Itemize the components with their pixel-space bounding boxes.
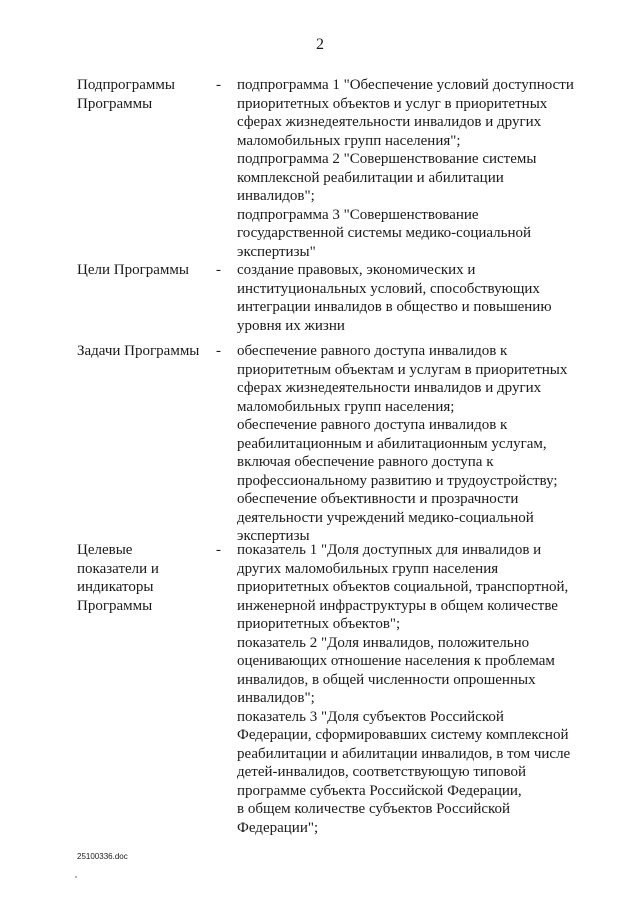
content-line: создание правовых, экономических и [237, 262, 476, 278]
section-content [237, 342, 577, 546]
content-line: приоритетных объектов и услуг в приоритетных [237, 95, 548, 112]
content-line: государственной системы медико-социальной [237, 225, 532, 241]
section-dash: - [216, 262, 221, 278]
content-line: инвалидов"; [237, 690, 315, 706]
label-line: Цели Программы [77, 262, 189, 278]
section-label [77, 541, 212, 615]
content-line: подпрограмма 2 "Совершенствование системы [237, 151, 537, 167]
content-line: институциональных условий, способствующих [237, 280, 540, 297]
content-line: подпрограмма 3 "Совершенствование [237, 206, 479, 223]
label-line: показатели и [77, 560, 159, 577]
content-line: показатель 1 "Доля доступных для инвалидов и [237, 542, 542, 558]
content-line: в общем количестве субъектов Российской [237, 801, 511, 817]
content-line: уровня их жизни [237, 317, 345, 334]
section-content [237, 541, 577, 837]
label-line: Программы [77, 95, 153, 112]
section-content [237, 261, 577, 335]
section-label [77, 261, 212, 280]
content-line: деятельности учреждений медико-социальной [237, 509, 534, 526]
content-line: экспертизы [237, 528, 310, 544]
content-line: обеспечение равного доступа инвалидов к [237, 343, 508, 359]
content-line: инвалидов, в общей численности опрошенных [237, 671, 536, 688]
content-line: других маломобильных групп населения [237, 560, 499, 577]
content-line: комплексной реабилитации и абилитации [237, 169, 504, 186]
content-line: инженерной инфраструктуры в общем количестве [237, 597, 558, 614]
scan-speck [75, 876, 77, 878]
page-number: 2 [316, 36, 324, 53]
section-label [77, 342, 212, 361]
content-line: реабилитации и абилитации инвалидов, в том числе [237, 745, 571, 762]
document-file-id: 25100336.doc [77, 852, 128, 861]
label-line: Целевые [77, 542, 133, 558]
content-line: маломобильных групп населения; [237, 398, 455, 415]
content-line: детей-инвалидов, соответствующую типовой [237, 764, 526, 780]
label-line: Задачи Программы [77, 343, 200, 359]
content-line: Федерации, сформировавших систему комплексной [237, 727, 569, 743]
content-line: профессиональному развитию и трудоустройству; [237, 472, 558, 489]
content-line: инвалидов"; [237, 188, 315, 204]
label-line: индикаторы [77, 579, 154, 595]
section-label [77, 76, 212, 113]
content-line: подпрограмма 1 "Обеспечение условий доступности [237, 77, 574, 93]
content-line: включая обеспечение равного доступа к [237, 454, 494, 470]
content-line: маломобильных групп населения"; [237, 132, 461, 149]
content-line: интеграции инвалидов в общество и повышению [237, 299, 552, 315]
section-dash: - [216, 77, 221, 93]
label-line: Подпрограммы [77, 77, 175, 93]
content-line: приоритетных объектов социальной, транспортной, [237, 579, 569, 595]
content-line: приоритетных объектов"; [237, 616, 401, 632]
content-line: Федерации"; [237, 819, 319, 836]
content-line: показатель 2 "Доля инвалидов, положительно [237, 634, 530, 651]
section-content [237, 76, 577, 261]
section-dash: - [216, 542, 221, 558]
content-line: оценивающих отношение населения к проблемам [237, 653, 555, 669]
content-line: сферах жизнедеятельности инвалидов и других [237, 380, 542, 396]
content-line: показатель 3 "Доля субъектов Российской [237, 708, 504, 725]
content-line: приоритетным объектам и услугам в приоритетных [237, 361, 568, 378]
label-line: Программы [77, 597, 153, 614]
content-line: реабилитационным и абилитационным услугам, [237, 435, 547, 452]
content-line: программе субъекта Российской Федерации, [237, 782, 522, 799]
section-dash: - [216, 343, 221, 359]
content-line: обеспечение равного доступа инвалидов к [237, 417, 508, 433]
content-line: экспертизы" [237, 243, 316, 260]
content-line: обеспечение объективности и прозрачности [237, 491, 519, 507]
content-line: сферах жизнедеятельности инвалидов и других [237, 114, 542, 130]
